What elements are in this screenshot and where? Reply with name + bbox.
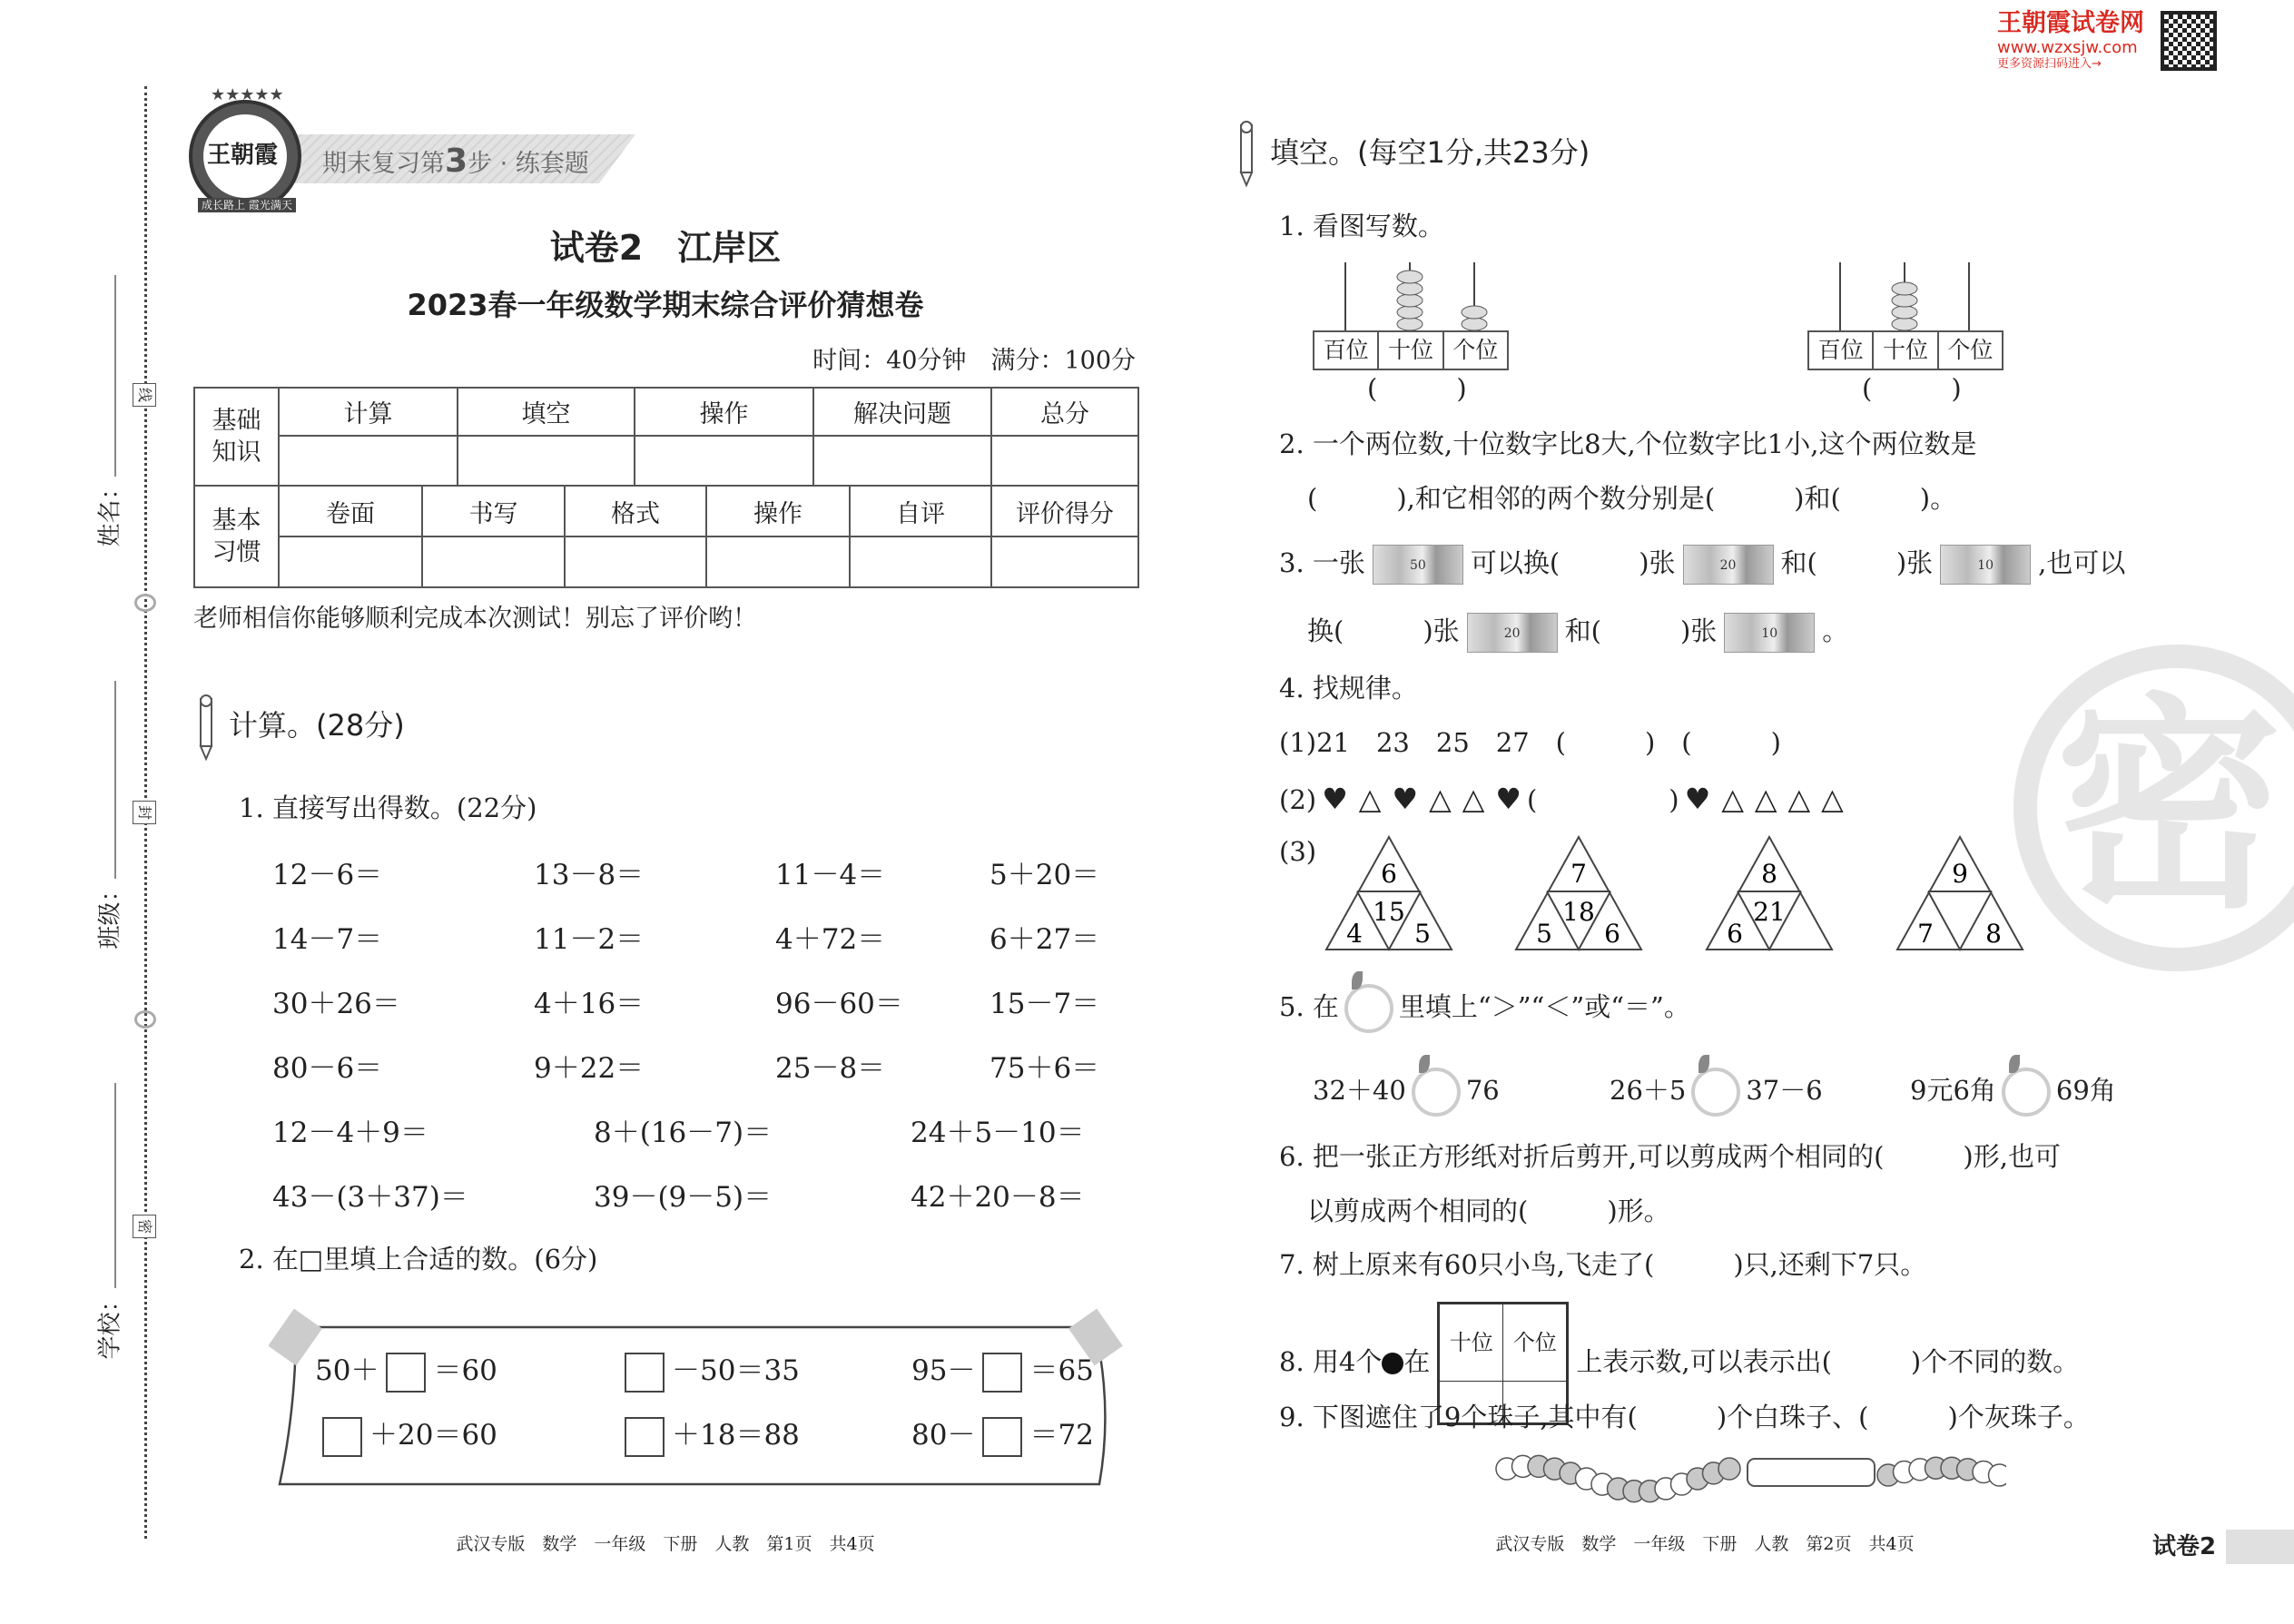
equation-prefix: 95－: [911, 1354, 976, 1387]
q8: 8. 用4个 在 十位 个位 上表示数,可以表示出( )个不同的数。: [1279, 1302, 2079, 1425]
place-label: 十位: [1874, 332, 1938, 369]
heart-icon: ♥: [1684, 782, 1711, 816]
comparison-item: [1313, 1068, 1500, 1117]
triangle-icon: △: [1787, 782, 1811, 816]
exam-time-score: 时间：40分钟 满分：100分: [812, 347, 1136, 375]
triangle-line: [1516, 837, 1641, 950]
equation-suffix: ＋18＝88: [672, 1419, 800, 1452]
heart-icon: ♥: [1495, 782, 1521, 816]
q4-3-label: (3): [1279, 836, 1317, 867]
abacus-bead: [1397, 294, 1423, 307]
section-fill-heading: 填空。(每空1分,共23分): [1270, 135, 1590, 170]
pencil-icon: [192, 692, 220, 761]
comparison-item: [1910, 1068, 2116, 1117]
abacus-bead: [1397, 318, 1423, 330]
site-hint: 更多资源扫码进入→: [1997, 57, 2102, 71]
encouragement-text: 老师相信你能够顺利完成本次测试！别忘了评价哟！: [193, 605, 757, 633]
binding-marker-line: 线: [133, 383, 156, 407]
right-expression: 37－6: [1746, 1075, 1823, 1106]
calc-item: 6＋27＝: [989, 923, 1100, 956]
triangle-number-mid: 15: [1373, 897, 1405, 927]
abacus-bead: [1892, 306, 1917, 319]
score-table-habits: [193, 485, 1139, 588]
col-header: 操作: [635, 388, 813, 436]
q2-line2: ( ),和它相邻的两个数分别是( )和( )。: [1307, 483, 1957, 514]
abacus-bead: [1397, 271, 1423, 283]
pencil-icon: [1233, 118, 1260, 187]
q4-2: (2) ♥ △ ♥ △ △ ♥ ( ) ♥ △ △ △ △: [1279, 782, 1844, 816]
place-label: 百位: [1809, 332, 1874, 369]
answer-box[interactable]: [625, 1353, 665, 1393]
equation-suffix: ＝65: [1029, 1354, 1094, 1387]
abacus-bead: [1397, 306, 1423, 319]
number-triangle: [1705, 835, 1834, 951]
score-cell[interactable]: [279, 436, 458, 486]
equation-prefix: 50＋: [315, 1354, 379, 1387]
calc-item: 43－(3＋37)＝: [272, 1181, 468, 1214]
score-cell[interactable]: [850, 536, 991, 587]
col-header: 计算: [279, 388, 458, 436]
triangle-icon: △: [1821, 782, 1844, 816]
score-cell[interactable]: [565, 536, 706, 587]
answer-box[interactable]: [386, 1353, 426, 1393]
banner-text: 期末复习第3步 · 练套题: [322, 143, 589, 180]
qr-code-icon[interactable]: [2161, 11, 2217, 71]
abacus: [1807, 259, 2004, 331]
compare-circle-input[interactable]: [1691, 1068, 1740, 1117]
triangle-number-right: 5: [1414, 919, 1431, 949]
banknote-10-icon: 10: [1940, 545, 2031, 585]
triangle-number-mid: 21: [1753, 897, 1786, 927]
right-expression: 76: [1465, 1075, 1500, 1106]
score-cell[interactable]: [279, 536, 422, 587]
abacus-bead: [1892, 318, 1917, 330]
exam-subtitle: 2023春一年级数学期末综合评价猜想卷: [407, 288, 924, 322]
row-label-basic-habits: 基本习惯: [194, 486, 279, 587]
row-label-basic-knowledge: 基础知识: [194, 388, 279, 486]
site-name[interactable]: 王朝霞试卷网: [1997, 9, 2144, 37]
class-underline: [114, 681, 116, 879]
binding-marker-secret: 密: [133, 1215, 156, 1238]
triangle-icon: △: [1462, 782, 1485, 816]
abacus-bead: [1892, 294, 1917, 307]
abacus-bead: [1397, 282, 1423, 295]
score-cell[interactable]: [422, 536, 565, 587]
paper-tag: 试卷2: [2114, 1530, 2294, 1564]
logo-motto: 成长路上 霞光满天: [198, 198, 296, 212]
score-cell[interactable]: [458, 436, 635, 486]
triangle-number-left: 5: [1536, 919, 1552, 949]
calc-q1-title: 1. 直接写出得数。(22分): [239, 792, 537, 823]
answer-blank[interactable]: ( ): [1862, 373, 1962, 404]
score-table-basic: [193, 387, 1139, 487]
scroll-banner: [269, 1307, 1126, 1500]
q1-title: 1. 看图写数。: [1279, 211, 1444, 241]
calc-item: 24＋5－10＝: [911, 1117, 1085, 1149]
triangle-number-right: 6: [1604, 919, 1620, 949]
calc-q2-title: 2. 在□里填上合适的数。(6分): [239, 1244, 598, 1275]
q5-title: 5. 在 里填上“＞”“＜”或“＝”。: [1279, 984, 1690, 1033]
fill-in-equation: [617, 1413, 800, 1457]
q3-line2: 换( )张 20 和( )张 10 。: [1307, 613, 1848, 653]
name-underline: [114, 275, 116, 477]
score-cell[interactable]: [706, 536, 850, 587]
fill-in-equation: [315, 1349, 497, 1393]
compare-circle-icon: [1344, 984, 1393, 1033]
calc-item: 42＋20－8＝: [911, 1181, 1085, 1214]
class-label: 班级：: [96, 878, 124, 950]
score-cell[interactable]: [991, 436, 1138, 486]
banknote-10-icon: 10: [1724, 613, 1815, 653]
calc-item: 12－4＋9＝: [272, 1117, 428, 1149]
abacus-bead: [1462, 318, 1487, 330]
place-label: 百位: [1314, 332, 1379, 369]
triangle-icon: △: [1721, 782, 1744, 816]
q4-1: (1)21 23 25 27 ( ) ( ): [1279, 727, 1781, 758]
calc-item: 12－6＝: [272, 859, 383, 891]
triangle-line: [1928, 891, 1992, 950]
calc-item: 75＋6＝: [989, 1052, 1100, 1085]
triangle-line: [1897, 837, 2023, 950]
compare-circle-input[interactable]: [1412, 1068, 1461, 1117]
site-url[interactable]: www.wzxsjw.com: [1997, 38, 2138, 57]
col-header: 操作: [706, 486, 850, 536]
abacus-label-row: [1807, 330, 2004, 370]
fill-in-equation: [617, 1349, 800, 1393]
triangle-number-top: 9: [1952, 859, 1968, 889]
equation-suffix: ＋20＝60: [369, 1419, 497, 1452]
equation-prefix: 80－: [911, 1419, 976, 1452]
fill-in-equation: [911, 1349, 1094, 1393]
school-underline: [114, 1083, 116, 1288]
answer-box[interactable]: [982, 1353, 1022, 1393]
comparison-item: [1610, 1068, 1823, 1117]
bead-string: [1489, 1439, 2006, 1511]
school-label: 学校：: [96, 1288, 124, 1360]
place-label: 个位: [1452, 337, 1499, 363]
answer-blank[interactable]: ( ): [1367, 373, 1467, 404]
abacus-label-row: [1313, 330, 1509, 370]
number-triangle: [1324, 835, 1453, 951]
calc-item: 25－8＝: [775, 1052, 886, 1085]
calc-item: 30＋26＝: [272, 988, 400, 1020]
q9: 9. 下图遮住了9个珠子,其中有( )个白珠子、( )个灰珠子。: [1279, 1402, 2090, 1432]
col-header: 解决问题: [813, 388, 991, 436]
calc-item: 4＋16＝: [534, 988, 645, 1020]
q2-line1: 2. 一个两位数,十位数字比8大,个位数字比1小,这个两位数是: [1279, 428, 1977, 459]
calc-item: 11－2＝: [534, 923, 645, 956]
black-dot-icon: [1382, 1353, 1403, 1374]
knot-icon: [134, 1010, 156, 1029]
left-expression: 32＋40: [1313, 1075, 1406, 1106]
calc-item: 15－7＝: [989, 988, 1100, 1020]
place-value-chart: 十位 个位: [1437, 1302, 1569, 1425]
equation-suffix: ＝72: [1029, 1419, 1094, 1452]
triangle-line: [1707, 837, 1832, 950]
triangle-icon: △: [1429, 782, 1452, 816]
calc-item: 96－60＝: [775, 988, 903, 1020]
answer-box[interactable]: [982, 1417, 1022, 1457]
triangle-icon: △: [1754, 782, 1777, 816]
score-cell[interactable]: [635, 436, 813, 486]
calc-item: 9＋22＝: [534, 1052, 645, 1085]
triangle-line: [1326, 837, 1452, 950]
col-header: 评价得分: [991, 486, 1138, 536]
q6-line1: 6. 把一张正方形纸对折后剪开,可以剪成两个相同的( )形,也可: [1279, 1141, 2061, 1172]
q7: 7. 树上原来有60只小鸟,飞走了( )只,还剩下7只。: [1279, 1249, 1927, 1280]
equation-suffix: －50＝35: [672, 1354, 800, 1387]
banknote-50-icon: 50: [1373, 545, 1463, 585]
col-header: 总分: [991, 388, 1138, 436]
col-header: 填空: [458, 388, 635, 436]
score-cell[interactable]: [813, 436, 991, 486]
fill-in-equation: [315, 1413, 497, 1457]
answer-box[interactable]: [625, 1417, 665, 1457]
calc-item: 80－6＝: [272, 1052, 383, 1085]
col-header: 格式: [565, 486, 706, 536]
score-cell[interactable]: [991, 536, 1138, 587]
abacus: [1313, 259, 1509, 331]
place-label: 十位: [1379, 332, 1443, 369]
footer-right: 武汉专版 数学 一年级 下册 人教 第2页 共4页: [1495, 1534, 1915, 1554]
heart-icon: ♥: [1322, 782, 1348, 816]
triangle-number-right: 8: [1985, 919, 2002, 949]
calc-item: 13－8＝: [534, 859, 645, 891]
triangle-number-left: 4: [1346, 919, 1363, 949]
number-triangle: [1895, 835, 2024, 951]
equation-suffix: ＝60: [433, 1354, 497, 1387]
fill-in-equation: [911, 1413, 1094, 1457]
compare-circle-input[interactable]: [2002, 1068, 2051, 1117]
left-expression: 9元6角: [1910, 1075, 1996, 1106]
banknote-20-icon: 20: [1683, 545, 1774, 585]
brand-logo: 王朝霞 ★★★★★: [189, 100, 301, 212]
footer-left: 武汉专版 数学 一年级 下册 人教 第1页 共4页: [456, 1534, 875, 1554]
right-expression: 69角: [2055, 1075, 2116, 1106]
banknote-20-icon: 20: [1467, 613, 1558, 653]
calc-item: 4＋72＝: [775, 923, 886, 956]
calc-item: 8＋(16－7)＝: [594, 1117, 773, 1149]
calc-item: 11－4＝: [775, 859, 886, 891]
calc-item: 5＋20＝: [989, 859, 1100, 891]
gray-bead: [1718, 1458, 1740, 1480]
answer-box[interactable]: [322, 1417, 362, 1457]
binding-marker-seal: 封: [133, 801, 156, 824]
white-bead: [1989, 1464, 2007, 1486]
col-header: 卷面: [279, 486, 422, 536]
place-label: 个位: [1947, 337, 1994, 363]
triangle-number-left: 7: [1917, 919, 1934, 949]
q4-title: 4. 找规律。: [1279, 673, 1418, 704]
triangle-number-top: 7: [1570, 859, 1587, 889]
knot-icon: [134, 594, 156, 612]
name-label: 姓名：: [96, 476, 124, 547]
abacus-bead: [1462, 306, 1487, 319]
abacus-bead: [1892, 282, 1917, 295]
calc-item: 39－(9－5)＝: [594, 1181, 773, 1214]
col-header: 书写: [422, 486, 565, 536]
section-calc-heading: 计算。(28分): [229, 708, 405, 743]
triangle-number-top: 8: [1761, 859, 1777, 889]
number-triangle: [1514, 835, 1643, 951]
q6-line2: 以剪成两个相同的( )形。: [1307, 1196, 1670, 1226]
triangle-number-top: 6: [1381, 859, 1397, 889]
left-expression: 26＋5: [1610, 1075, 1687, 1106]
col-header: 自评: [850, 486, 991, 536]
exam-title: 试卷2 江岸区: [549, 228, 782, 268]
watermark-seal: 密: [2013, 645, 2294, 971]
triangle-icon: △: [1358, 782, 1382, 816]
calc-item: 14－7＝: [272, 923, 383, 956]
heart-icon: ♥: [1392, 782, 1419, 816]
bead-cover: [1748, 1459, 1875, 1486]
triangle-number-left: 6: [1727, 919, 1743, 949]
q3-line1: 3. 一张 50 可以换( )张 20 和( )张 10 ,也可以: [1279, 545, 2125, 585]
triangle-number-mid: 18: [1562, 897, 1595, 927]
